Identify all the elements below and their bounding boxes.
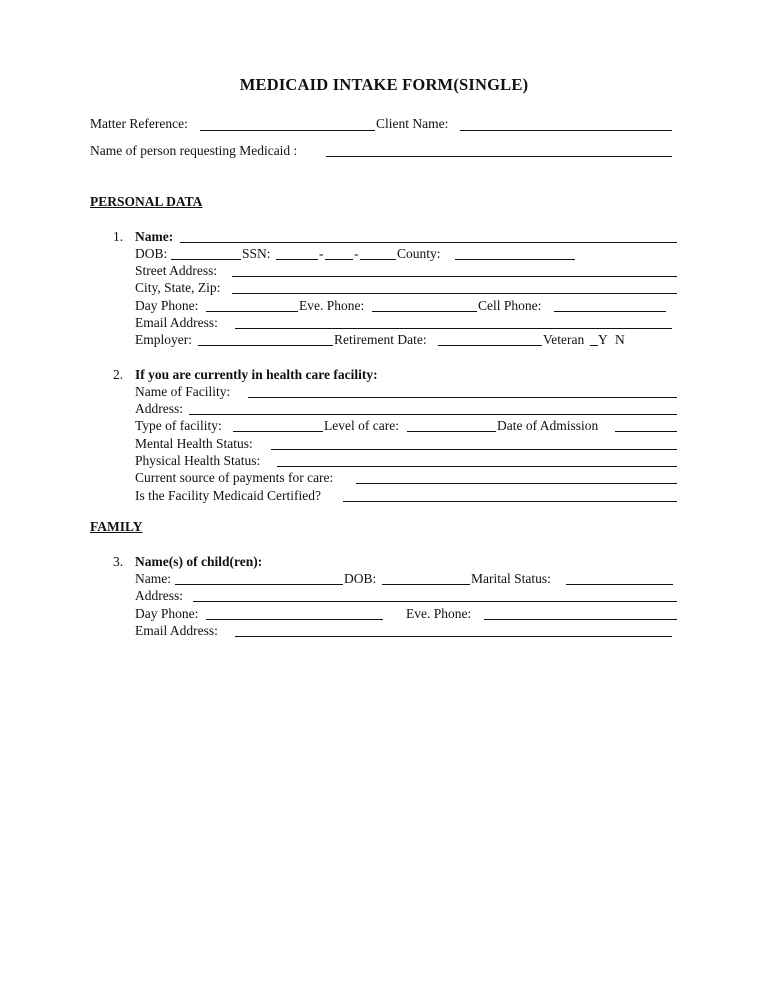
veteran-blank[interactable]: [590, 345, 598, 346]
ssn-part-3-field[interactable]: [360, 259, 396, 260]
payment-source-label: Current source of payments for care:: [135, 470, 334, 485]
requester-field[interactable]: [326, 156, 672, 157]
dob-field[interactable]: [171, 259, 241, 260]
cell-phone-field[interactable]: [554, 311, 666, 312]
child-day-phone-field[interactable]: [206, 619, 383, 620]
item-1-number: 1.: [113, 229, 124, 244]
retirement-date-field[interactable]: [438, 345, 542, 346]
ssn-label: SSN:: [242, 246, 271, 261]
facility-name-label: Name of Facility:: [135, 384, 231, 399]
ssn-part-1-field[interactable]: [276, 259, 318, 260]
client-name-label: Client Name:: [376, 116, 449, 131]
mental-health-field[interactable]: [271, 449, 677, 450]
child-address-field[interactable]: [193, 601, 677, 602]
admission-date-label: Date of Admission: [497, 418, 599, 433]
child-email-field[interactable]: [235, 636, 672, 637]
name-field[interactable]: [180, 242, 677, 243]
admission-date-field[interactable]: [615, 431, 677, 432]
medicaid-certified-label: Is the Facility Medicaid Certified?: [135, 488, 321, 503]
child-dob-label: DOB:: [344, 571, 377, 586]
requester-label: Name of person requesting Medicaid :: [90, 143, 298, 158]
ssn-dash-1: -: [319, 246, 324, 261]
email-address-field[interactable]: [235, 328, 672, 329]
level-of-care-field[interactable]: [407, 431, 496, 432]
county-label: County:: [397, 246, 441, 261]
ssn-dash-2: -: [354, 246, 359, 261]
level-of-care-label: Level of care:: [324, 418, 399, 433]
eve-phone-label: Eve. Phone:: [299, 298, 365, 313]
dob-label: DOB:: [135, 246, 168, 261]
ssn-part-2-field[interactable]: [325, 259, 353, 260]
medicaid-certified-field[interactable]: [343, 501, 677, 502]
city-state-zip-field[interactable]: [232, 293, 677, 294]
veteran-label: Veteran: [543, 332, 585, 347]
employer-field[interactable]: [198, 345, 333, 346]
facility-heading: If you are currently in health care facility:: [135, 367, 378, 382]
child-address-label: Address:: [135, 588, 183, 603]
facility-name-field[interactable]: [248, 397, 677, 398]
family-heading: FAMILY: [90, 519, 143, 534]
child-email-label: Email Address:: [135, 623, 218, 638]
physical-health-field[interactable]: [277, 466, 677, 467]
personal-data-heading: PERSONAL DATA: [90, 194, 203, 209]
child-eve-phone-label: Eve. Phone:: [406, 606, 472, 621]
facility-type-field[interactable]: [233, 431, 323, 432]
item-3-number: 3.: [113, 554, 124, 569]
facility-address-field[interactable]: [189, 414, 677, 415]
eve-phone-field[interactable]: [372, 311, 477, 312]
name-label: Name:: [135, 229, 174, 244]
child-name-field[interactable]: [175, 584, 343, 585]
client-name-field[interactable]: [460, 130, 672, 131]
email-address-label: Email Address:: [135, 315, 218, 330]
employer-label: Employer:: [135, 332, 192, 347]
day-phone-label: Day Phone:: [135, 298, 199, 313]
child-name-label: Name:: [135, 571, 171, 586]
facility-address-label: Address:: [135, 401, 183, 416]
city-state-zip-label: City, State, Zip:: [135, 280, 221, 295]
physical-health-label: Physical Health Status:: [135, 453, 261, 468]
cell-phone-label: Cell Phone:: [478, 298, 542, 313]
matter-reference-label: Matter Reference:: [90, 116, 188, 131]
mental-health-label: Mental Health Status:: [135, 436, 253, 451]
form-title: MEDICAID INTAKE FORM(SINGLE): [239, 75, 529, 94]
veteran-no[interactable]: N: [615, 332, 625, 347]
children-heading: Name(s) of child(ren):: [135, 554, 263, 569]
veteran-yes[interactable]: Y: [598, 332, 608, 347]
street-address-field[interactable]: [232, 276, 677, 277]
day-phone-field[interactable]: [206, 311, 298, 312]
retirement-date-label: Retirement Date:: [334, 332, 427, 347]
county-field[interactable]: [455, 259, 575, 260]
facility-type-label: Type of facility:: [135, 418, 222, 433]
matter-reference-field[interactable]: [200, 130, 375, 131]
child-dob-field[interactable]: [382, 584, 470, 585]
child-day-phone-label: Day Phone:: [135, 606, 199, 621]
item-2-number: 2.: [113, 367, 124, 382]
marital-status-label: Marital Status:: [471, 571, 551, 586]
payment-source-field[interactable]: [356, 483, 677, 484]
marital-status-field[interactable]: [566, 584, 673, 585]
street-address-label: Street Address:: [135, 263, 218, 278]
child-eve-phone-field[interactable]: [484, 619, 677, 620]
